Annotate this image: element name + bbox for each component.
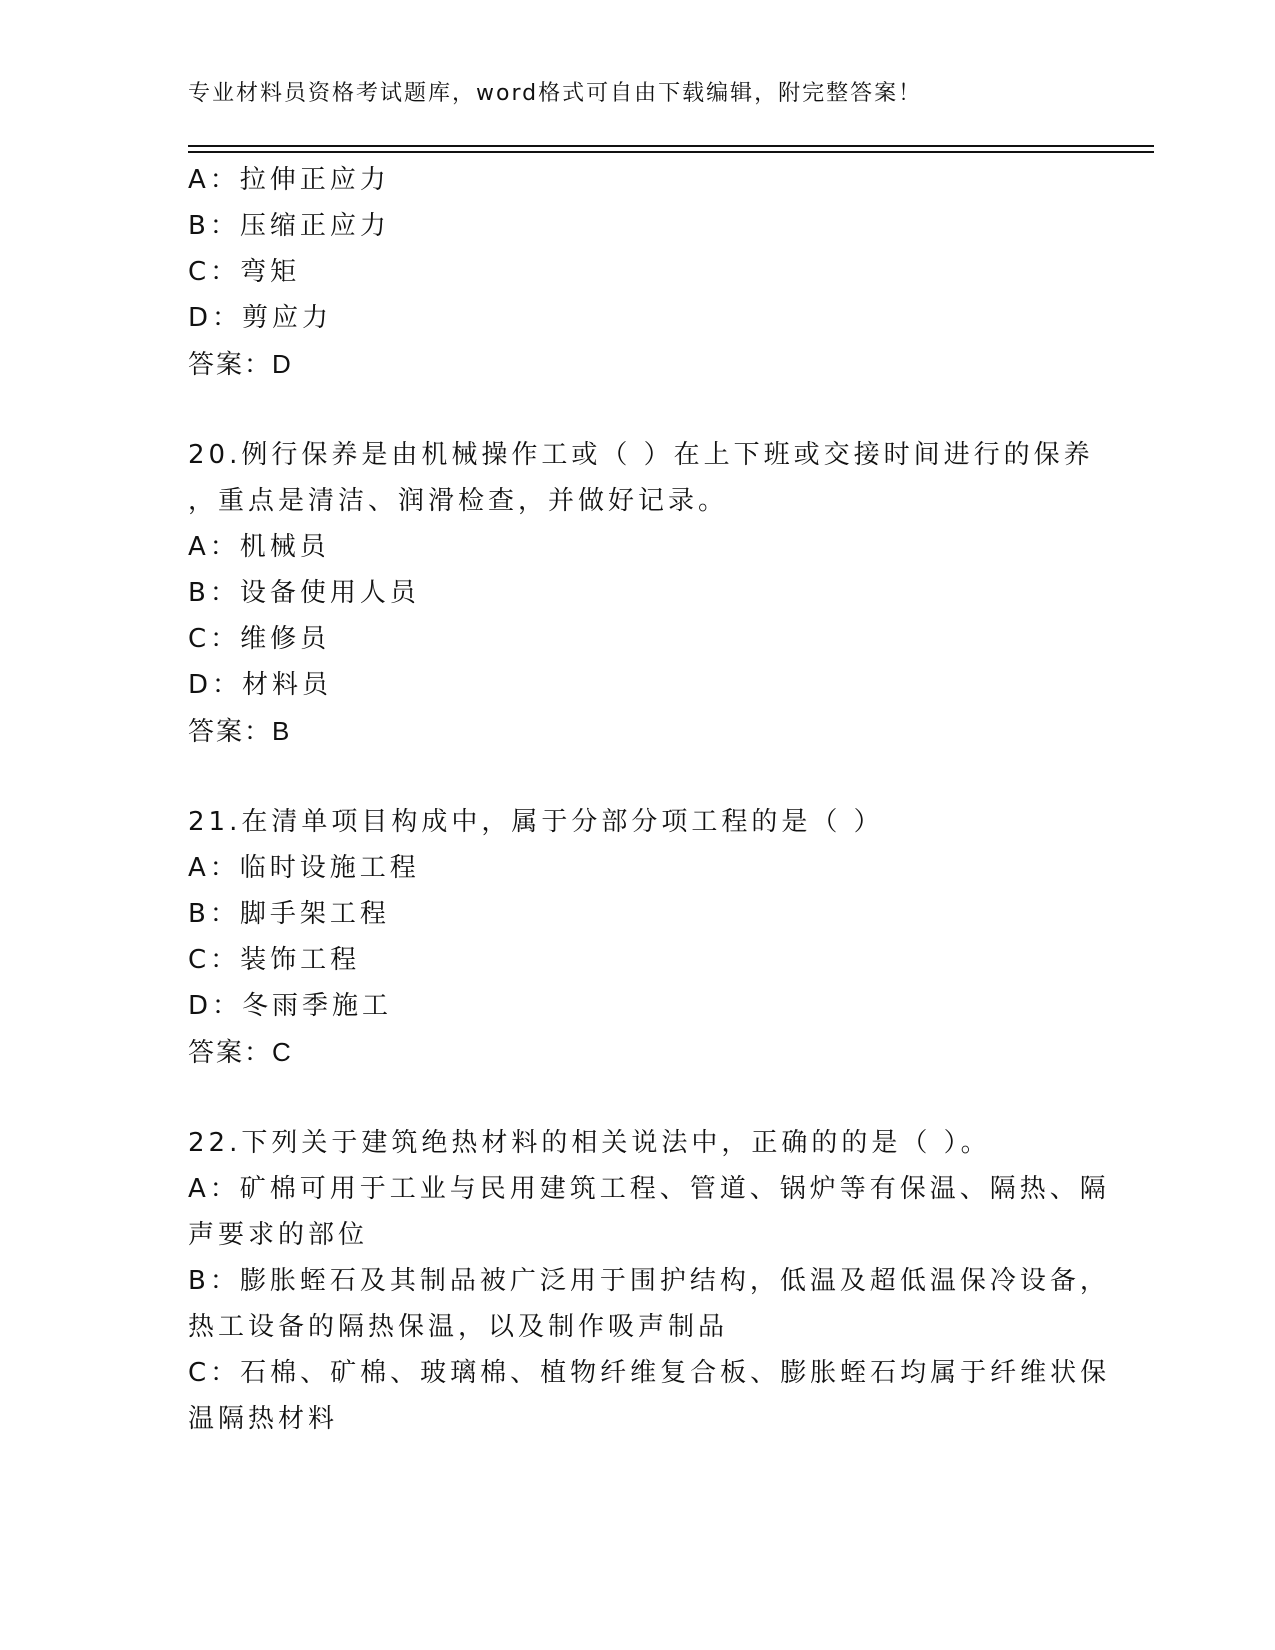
option-a: A：机械员	[188, 532, 330, 562]
document-body	[188, 157, 1111, 1442]
question-22-block	[188, 1120, 1111, 1442]
answer: 答案：B	[188, 716, 292, 746]
option-b: B：膨胀蛭石及其制品被广泛用于围护结构，低温及超低温保冷设备，	[188, 1266, 1110, 1296]
question-text-continued: ，重点是清洁、润滑检查，并做好记录。	[188, 486, 729, 516]
question-20-block	[188, 432, 1094, 754]
answer: 答案：D	[188, 349, 293, 379]
option-b: B：压缩正应力	[188, 211, 390, 241]
option-d: D：材料员	[188, 670, 333, 700]
option-d: D：冬雨季施工	[188, 991, 393, 1021]
option-c: C：弯矩	[188, 257, 301, 287]
option-c: C：装饰工程	[188, 945, 361, 975]
option-c: C：维修员	[188, 624, 331, 654]
page-header: 专业材料员资格考试题库，word格式可自由下载编辑，附完整答案！	[188, 81, 923, 106]
header-rule-bottom	[188, 151, 1154, 153]
option-c-continued: 温隔热材料	[188, 1404, 339, 1434]
question-21-block	[188, 799, 1088, 1075]
option-d: D：剪应力	[188, 303, 333, 333]
question-text: 20.例行保养是由机械操作工或（ ）在上下班或交接时间进行的保养	[188, 440, 1094, 470]
option-a: A：临时设施工程	[188, 853, 420, 883]
question-text: 21.在清单项目构成中，属于分部分项工程的是（ ）	[188, 807, 884, 837]
question-19-block	[188, 157, 1088, 387]
option-b: B：设备使用人员	[188, 578, 420, 608]
answer: 答案：C	[188, 1037, 293, 1067]
option-a: A：矿棉可用于工业与民用建筑工程、管道、锅炉等有保温、隔热、隔	[188, 1174, 1110, 1204]
option-b-continued: 热工设备的隔热保温，以及制作吸声制品	[188, 1312, 729, 1342]
option-c: C：石棉、矿棉、玻璃棉、植物纤维复合板、膨胀蛭石均属于纤维状保	[188, 1358, 1111, 1388]
option-a-continued: 声要求的部位	[188, 1220, 369, 1250]
header-rule-top	[188, 145, 1154, 147]
option-b: B：脚手架工程	[188, 899, 390, 929]
question-text: 22.下列关于建筑绝热材料的相关说法中，正确的的是（ ）。	[188, 1128, 991, 1158]
option-a: A：拉伸正应力	[188, 165, 390, 195]
